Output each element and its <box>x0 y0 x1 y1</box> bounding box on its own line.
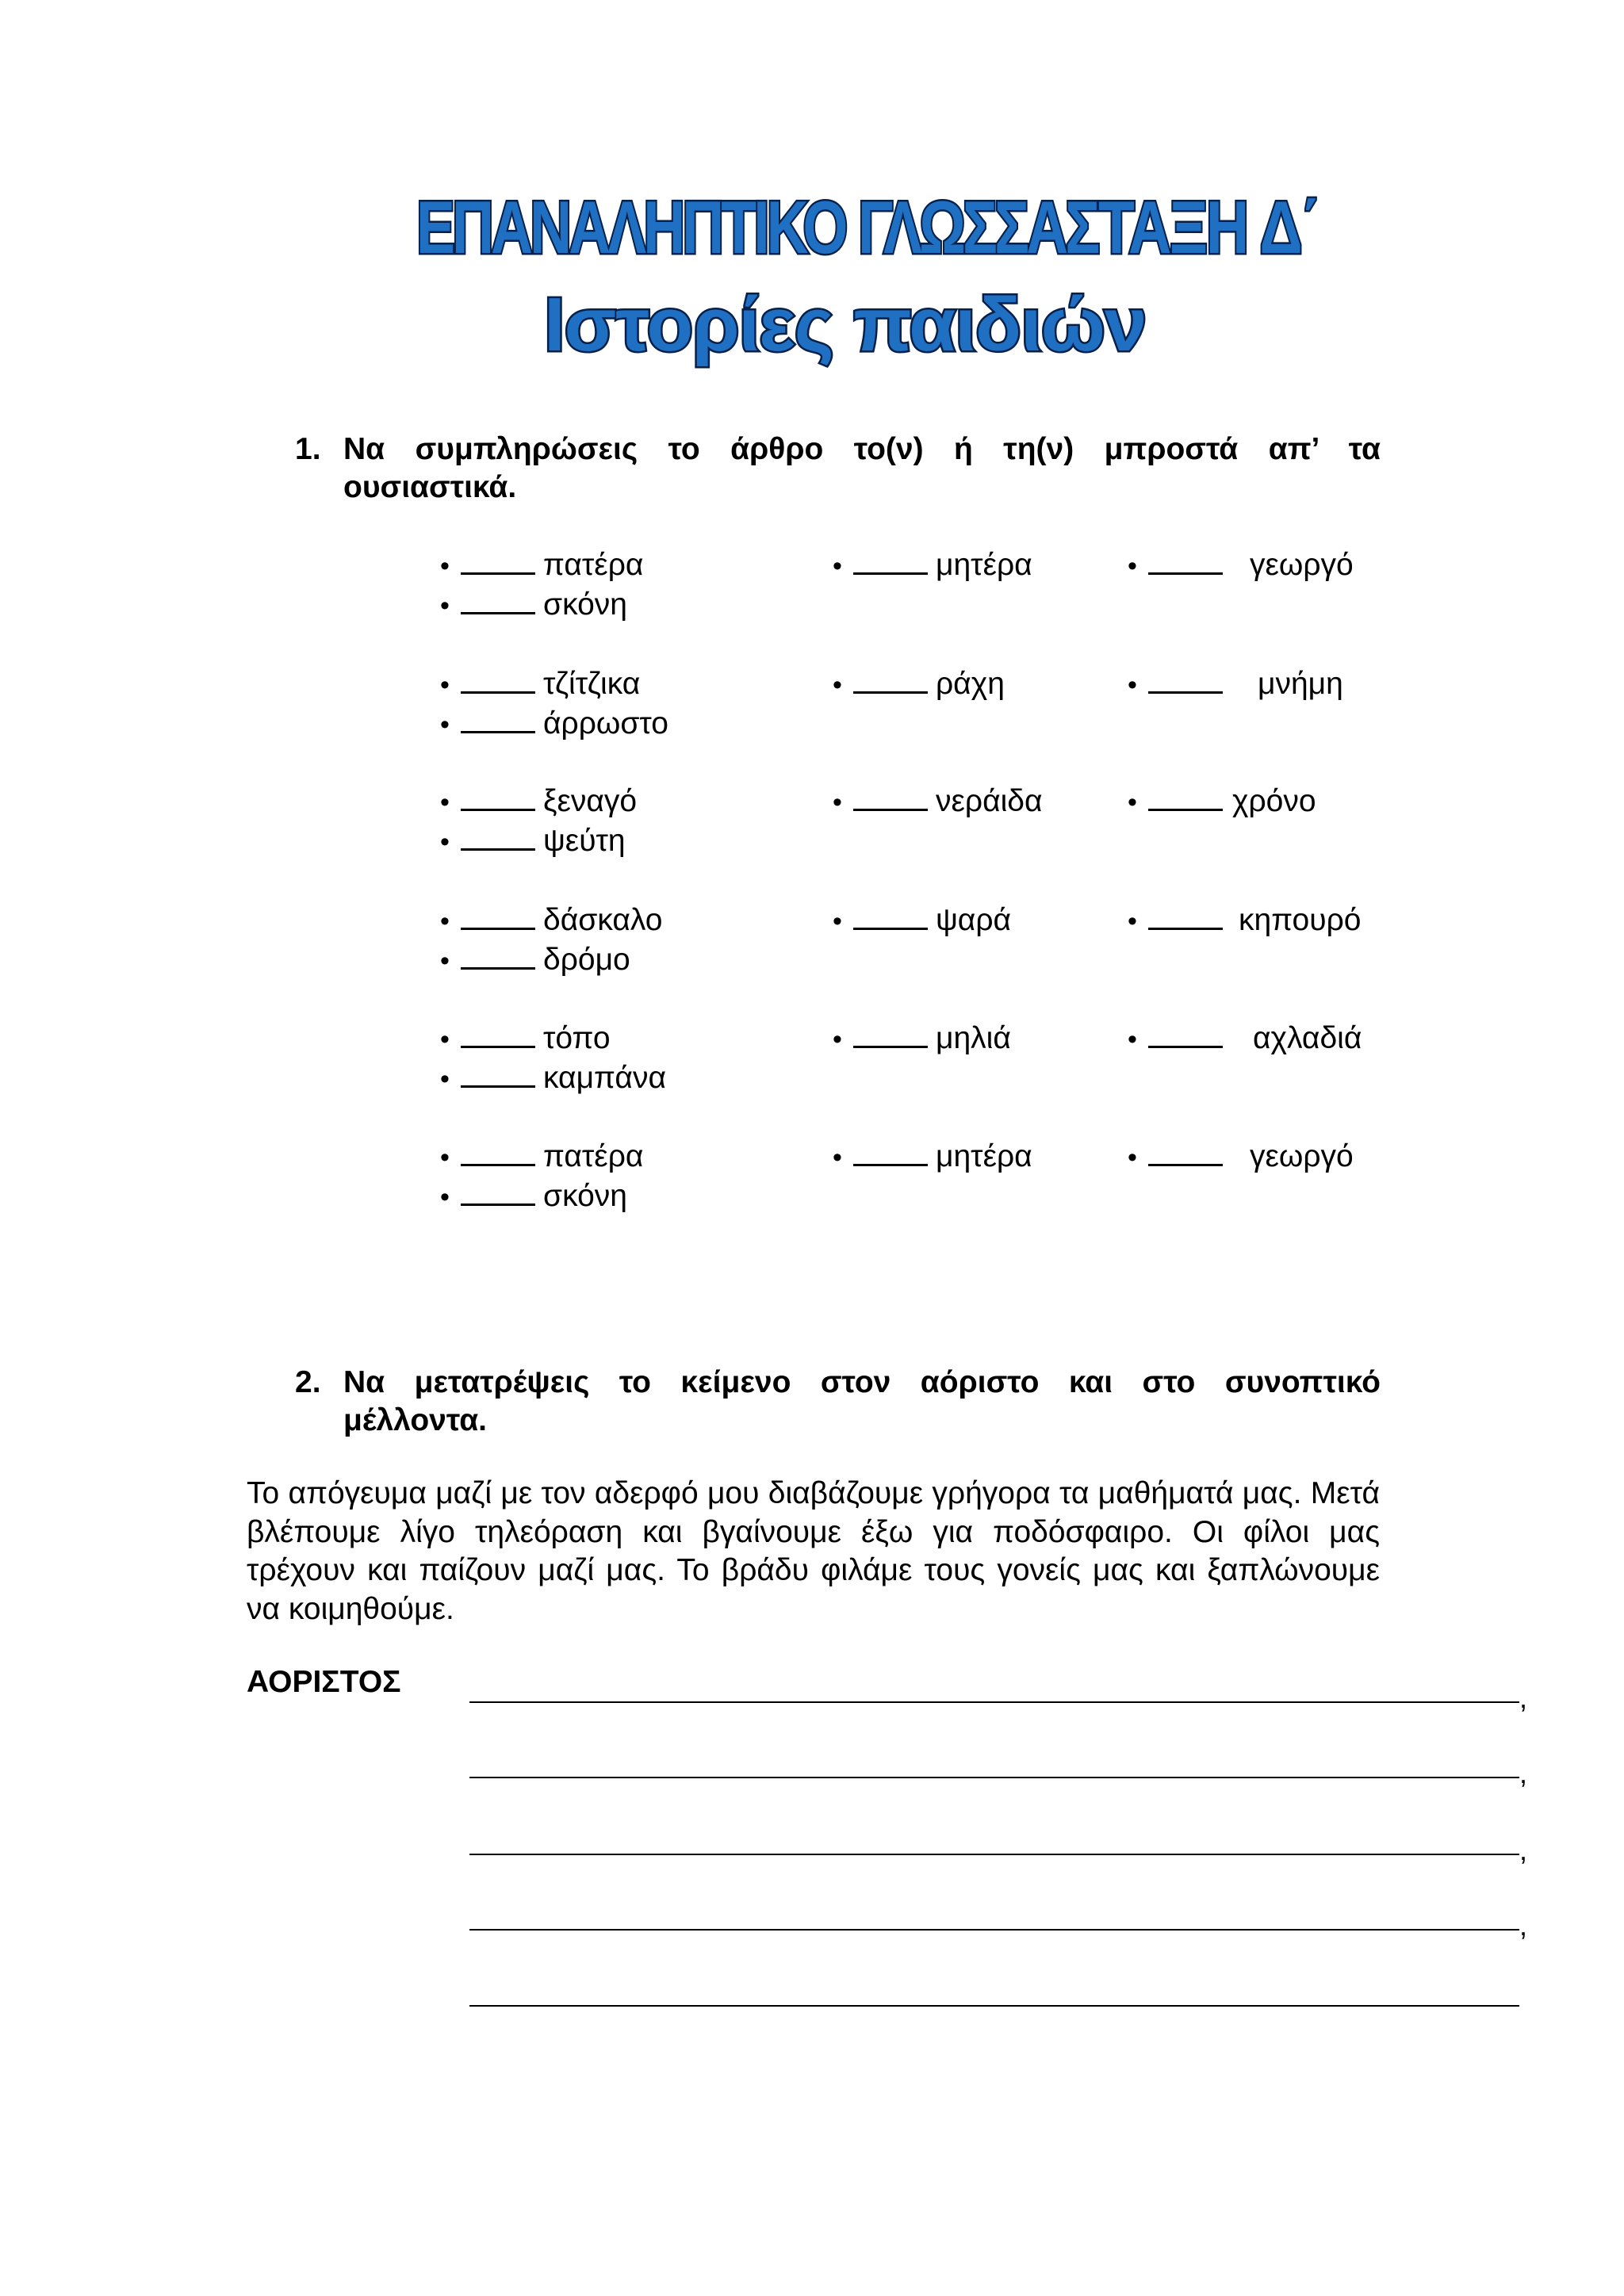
noun-item <box>1128 545 1354 586</box>
answer-line[interactable] <box>469 1701 1519 1703</box>
bullet-icon: • <box>833 1024 842 1054</box>
article-blank[interactable] <box>1148 786 1223 811</box>
article-blank[interactable] <box>461 945 535 970</box>
noun-word: μητέρα <box>936 548 1032 582</box>
noun-word: μηλιά <box>936 1021 1011 1055</box>
noun-word: άρρωστο <box>543 706 668 740</box>
noun-word: αχλαδιά <box>1253 1021 1362 1055</box>
bullet-icon: • <box>440 787 450 817</box>
bullet-icon: • <box>1128 1024 1137 1054</box>
exercise1-instruction: Να συμπληρώσεις το άρθρο το(ν) ή τη(ν) μπροστά απ’ τα ουσιαστικά. <box>343 432 1381 504</box>
article-blank[interactable] <box>461 905 535 930</box>
bullet-icon: • <box>440 710 450 740</box>
noun-word: σκόνη <box>543 1179 627 1213</box>
noun-item <box>440 585 627 626</box>
noun-word: σκόνη <box>543 587 627 622</box>
line-comma: , <box>1519 1834 1528 1866</box>
bullet-icon: • <box>440 1142 450 1173</box>
line-comma: , <box>1519 1757 1528 1789</box>
bullet-icon: • <box>440 946 450 976</box>
exercise2-number: 2. <box>295 1365 321 1399</box>
bullet-icon: • <box>440 906 450 936</box>
bullet-icon: • <box>833 1142 842 1173</box>
article-blank[interactable] <box>853 905 928 930</box>
line-comma: , <box>1519 1682 1528 1714</box>
noun-word: γεωργό <box>1250 548 1354 582</box>
noun-word: νεράιδα <box>936 784 1043 818</box>
bullet-icon: • <box>833 551 842 581</box>
noun-word: κηπουρό <box>1239 903 1362 937</box>
noun-item <box>833 664 1005 705</box>
article-blank[interactable] <box>853 1024 928 1048</box>
article-blank[interactable] <box>461 590 535 614</box>
noun-item <box>440 704 668 744</box>
noun-word: καμπάνα <box>543 1061 666 1095</box>
bullet-icon: • <box>440 827 450 857</box>
bullet-icon: • <box>1128 670 1137 700</box>
bullet-icon: • <box>440 670 450 700</box>
noun-word: τζίτζικα <box>543 667 641 701</box>
article-blank[interactable] <box>461 1142 535 1166</box>
noun-item <box>1128 1137 1354 1177</box>
noun-item <box>833 1019 1011 1059</box>
noun-item <box>833 901 1011 941</box>
answer-line[interactable] <box>469 2005 1519 2007</box>
noun-item <box>833 545 1032 586</box>
noun-item <box>440 782 637 822</box>
noun-item <box>440 545 643 586</box>
bullet-icon: • <box>440 591 450 621</box>
noun-item <box>1128 901 1361 941</box>
article-blank[interactable] <box>461 786 535 811</box>
noun-item <box>440 1137 643 1177</box>
noun-item <box>440 1177 627 1217</box>
exercise2-instruction: Να μετατρέψεις το κείμενο στον αόριστο και στο συνοπτικό μέλλοντα. <box>343 1365 1381 1437</box>
article-blank[interactable] <box>461 826 535 851</box>
noun-item <box>833 1137 1032 1177</box>
noun-item <box>1128 782 1316 822</box>
worksheet-class: ΤΑΞΗ Δ΄ <box>1098 186 1319 269</box>
bullet-icon: • <box>1128 787 1137 817</box>
noun-item <box>440 901 663 941</box>
article-blank[interactable] <box>461 709 535 733</box>
noun-item <box>833 782 1043 822</box>
article-blank[interactable] <box>853 1142 928 1166</box>
article-blank[interactable] <box>1148 550 1223 575</box>
noun-word: ψαρά <box>936 903 1012 937</box>
article-blank[interactable] <box>853 550 928 575</box>
noun-word: τόπο <box>543 1021 611 1055</box>
answer-line[interactable] <box>469 1777 1519 1778</box>
noun-word: ράχη <box>936 667 1005 701</box>
noun-item <box>440 940 630 981</box>
noun-word: πατέρα <box>543 548 644 582</box>
bullet-icon: • <box>1128 551 1137 581</box>
bullet-icon: • <box>833 906 842 936</box>
bullet-icon: • <box>440 1064 450 1094</box>
bullet-icon: • <box>1128 1142 1137 1173</box>
answer-line[interactable] <box>469 1854 1519 1855</box>
noun-word: χρόνο <box>1232 784 1316 818</box>
bullet-icon: • <box>833 787 842 817</box>
noun-item <box>1128 1019 1362 1059</box>
noun-item <box>440 1019 611 1059</box>
noun-word: ψεύτη <box>543 824 626 858</box>
article-blank[interactable] <box>461 669 535 694</box>
noun-word: δάσκαλο <box>543 903 663 937</box>
source-paragraph: Το απόγευμα μαζί με τον αδερφό μου διαβάζουμε γρήγορα τα μαθήματά μας. Μετά βλέπουμε λίγο τηλεόραση και βγαίνουμε έξω για ποδόσφαιρο. Οι φίλοι μας τρέχουν και παίζουν μαζί μας. Το βράδυ φιλάμε τους γονείς μας και ξαπλώνουμε να κοιμηθούμε. <box>247 1476 1380 1626</box>
article-blank[interactable] <box>1148 1142 1223 1166</box>
worksheet-title: ΕΠΑΝΑΛΗΠΤΙΚΟ ΓΛΩΣΣΑΣ <box>416 186 1097 269</box>
bullet-icon: • <box>440 1182 450 1212</box>
exercise1-number: 1. <box>295 432 321 466</box>
line-comma: , <box>1519 1909 1528 1942</box>
noun-item <box>440 821 626 862</box>
noun-item <box>1128 664 1343 705</box>
noun-word: ξεναγό <box>543 784 638 818</box>
article-blank[interactable] <box>461 1024 535 1048</box>
article-blank[interactable] <box>461 1063 535 1088</box>
noun-word: δρόμο <box>543 943 630 977</box>
noun-word: πατέρα <box>543 1139 644 1173</box>
article-blank[interactable] <box>853 669 928 694</box>
bullet-icon: • <box>440 1024 450 1054</box>
noun-word: μητέρα <box>936 1139 1032 1173</box>
bullet-icon: • <box>440 551 450 581</box>
article-blank[interactable] <box>1148 905 1223 930</box>
bullet-icon: • <box>833 670 842 700</box>
bullet-icon: • <box>1128 906 1137 936</box>
article-blank[interactable] <box>853 786 928 811</box>
noun-word: μνήμη <box>1258 667 1343 701</box>
article-blank[interactable] <box>1148 1024 1223 1048</box>
article-blank[interactable] <box>461 1181 535 1206</box>
article-blank[interactable] <box>461 550 535 575</box>
noun-item <box>440 664 640 705</box>
noun-item <box>440 1058 666 1099</box>
answer-line[interactable] <box>469 1929 1519 1931</box>
article-blank[interactable] <box>1148 669 1223 694</box>
aorist-label: ΑΟΡΙΣΤΟΣ <box>247 1665 401 1699</box>
worksheet-subtitle: Ιστορίες παιδιών <box>544 282 1147 367</box>
noun-word: γεωργό <box>1250 1139 1354 1173</box>
